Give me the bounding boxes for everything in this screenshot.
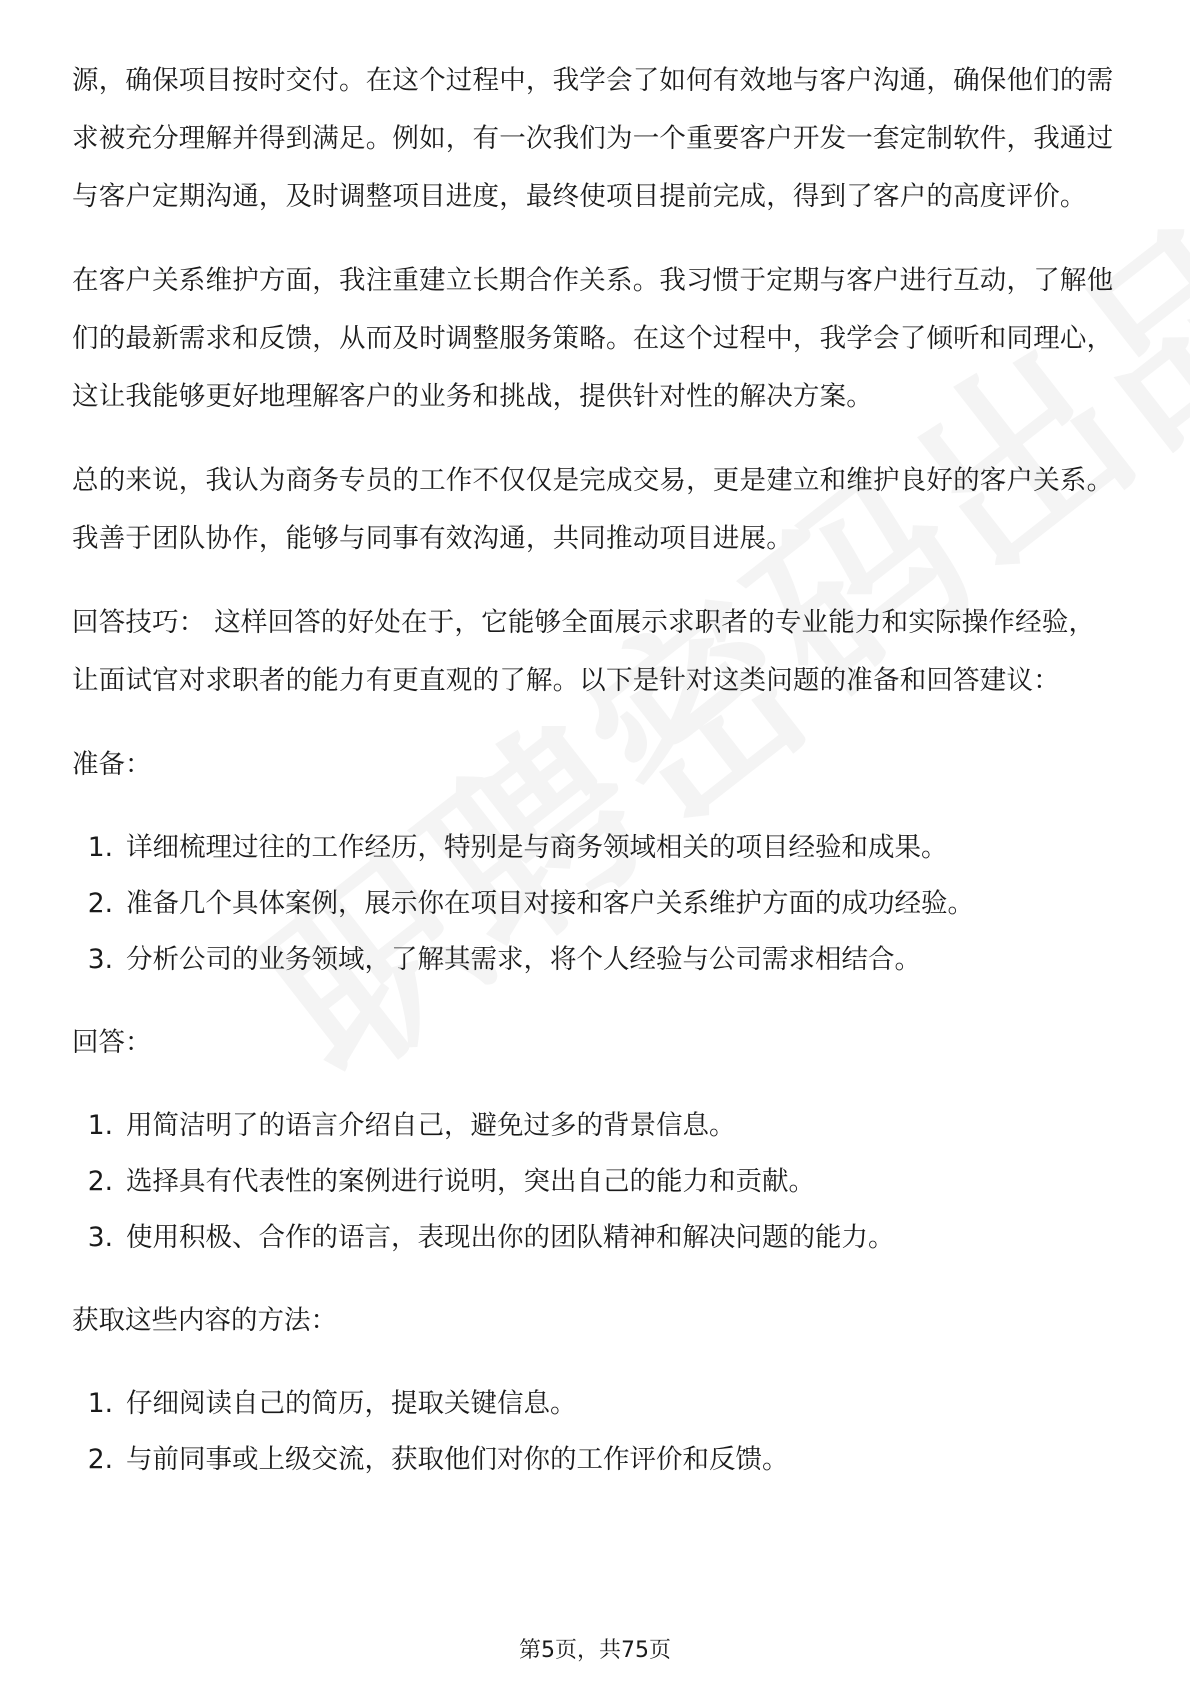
- list-item: [72, 820, 1118, 876]
- paragraph-answer-tips: 回答技巧： 这样回答的好处在于，它能够全面展示求职者的专业能力和实际操作经验，让面试官对求职者的能力有更直观的了解。以下是针对这类问题的准备和回答建议：: [72, 607, 1096, 696]
- list-item-number: 2.: [87, 888, 113, 919]
- page-number-footer: 第5页，共75页: [519, 1638, 671, 1663]
- list-item-text: 准备几个具体案例，展示你在项目对接和客户关系维护方面的成功经验。: [126, 888, 974, 919]
- list-item-number: 2.: [87, 1444, 113, 1475]
- list-methods: [72, 1376, 1118, 1488]
- list-item-text: 分析公司的业务领域，了解其需求，将个人经验与公司需求相结合。: [126, 944, 921, 975]
- paragraph-client-relations: 在客户关系维护方面，我注重建立长期合作关系。我习惯于定期与客户进行互动，了解他们的最新需求和反馈，从而及时调整服务策略。在这个过程中，我学会了倾听和同理心，这让我能够更好地理解客户的业务和挑战，提供针对性的解决方案。: [72, 265, 1114, 412]
- document-body: [72, 52, 1118, 1514]
- list-item-text: 选择具有代表性的案例进行说明，突出自己的能力和贡献。: [126, 1166, 815, 1197]
- list-item-text: 仔细阅读自己的简历，提取关键信息。: [126, 1388, 577, 1419]
- list-item-text: 详细梳理过往的工作经历，特别是与商务领域相关的项目经验和成果。: [126, 832, 948, 863]
- list-prepare: [72, 820, 1118, 988]
- heading-answer: 回答：: [72, 1027, 152, 1058]
- list-item: [72, 876, 1118, 932]
- list-item-number: 1.: [87, 832, 113, 863]
- list-item: [72, 1210, 1118, 1266]
- paragraph-project-delivery: 源，确保项目按时交付。在这个过程中，我学会了如何有效地与客户沟通，确保他们的需求被充分理解并得到满足。例如，有一次我们为一个重要客户开发一套定制软件，我通过与客户定期沟通，及时调整项目进度，最终使项目提前完成，得到了客户的高度评价。: [72, 65, 1114, 212]
- heading-prepare: 准备：: [72, 749, 152, 780]
- list-item-text: 用简洁明了的语言介绍自己，避免过多的背景信息。: [126, 1110, 736, 1141]
- list-item-number: 1.: [87, 1110, 113, 1141]
- list-item: [72, 1154, 1118, 1210]
- list-item: [72, 1432, 1118, 1488]
- list-answer: [72, 1098, 1118, 1266]
- list-item: [72, 1376, 1118, 1432]
- list-item-text: 使用积极、合作的语言，表现出你的团队精神和解决问题的能力。: [126, 1222, 895, 1253]
- list-item-text: 与前同事或上级交流，获取他们对你的工作评价和反馈。: [126, 1444, 789, 1475]
- list-item: [72, 932, 1118, 988]
- list-item-number: 3.: [87, 1222, 113, 1253]
- list-item-number: 2.: [87, 1166, 113, 1197]
- list-item-number: 3.: [87, 944, 113, 975]
- list-item: [72, 1098, 1118, 1154]
- list-item-number: 1.: [87, 1388, 113, 1419]
- heading-methods: 获取这些内容的方法：: [72, 1305, 337, 1336]
- paragraph-summary: 总的来说，我认为商务专员的工作不仅仅是完成交易，更是建立和维护良好的客户关系。我善于团队协作，能够与同事有效沟通，共同推动项目进展。: [72, 465, 1114, 554]
